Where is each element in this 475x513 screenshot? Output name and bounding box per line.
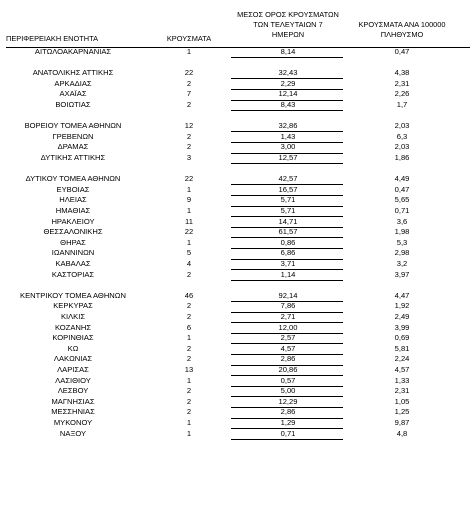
per100k-cell: 0,71 [394, 206, 410, 215]
avg7-cell: 92,14 [278, 290, 298, 300]
cases-cell: 11 [185, 216, 193, 226]
avg7-cell: 20,86 [278, 365, 298, 374]
region-cell: ΛΑΣΙΘΙΟΥ [55, 375, 91, 385]
cases-cell: 1 [186, 418, 192, 427]
per100k-cell: 4,57 [394, 365, 410, 374]
avg7-cell: 5,71 [280, 195, 296, 205]
per100k-cell: 0,47 [394, 47, 410, 56]
region-cell: ΔΥΤΙΚΗΣ ΑΤΤΙΚΗΣ [40, 153, 106, 162]
avg7-cell: 42,57 [278, 174, 298, 184]
per100k-cell: 2,98 [394, 248, 410, 258]
cases-cell: 1 [186, 184, 192, 194]
table-row [0, 418, 475, 429]
region-cell: ΙΩΑΝΝΙΝΩΝ [51, 248, 95, 258]
region-cell: ΓΡΕΒΕΝΩΝ [52, 131, 94, 141]
per100k-cell: 1,86 [394, 153, 410, 162]
avg7-cell: 1,43 [280, 131, 296, 141]
region-cell: ΚΑΒΑΛΑΣ [55, 259, 91, 268]
header-per-line1: ΚΡΟΥΣΜΑΤΑ ΑΝΑ 100000 [358, 20, 446, 29]
avg7-cell: 6,86 [280, 248, 296, 258]
header-avg-line1: ΜΕΣΟΣ ΟΡΟΣ ΚΡΟΥΣΜΑΤΩΝ [237, 10, 339, 19]
cases-cell: 2 [186, 354, 192, 364]
table-row [0, 68, 475, 79]
avg7-cell: 16,57 [278, 184, 298, 194]
region-cell: ΔΡΑΜΑΣ [57, 142, 89, 152]
avg7-cell: 0,86 [280, 237, 296, 247]
per100k-cell: 4,38 [394, 68, 410, 78]
cases-cell: 12 [184, 121, 194, 131]
avg7-cell: 14,71 [278, 216, 298, 226]
region-cell: ΗΛΕΙΑΣ [59, 195, 87, 205]
region-cell: ΔΥΤΙΚΟΥ ΤΟΜΕΑ ΑΘΗΝΩΝ [25, 174, 121, 184]
table-row [0, 206, 475, 217]
region-cell: ΘΕΣΣΑΛΟΝΙΚΗΣ [43, 227, 103, 237]
cases-cell: 22 [184, 227, 194, 237]
per100k-cell: 9,87 [394, 418, 410, 427]
per100k-cell: 0,69 [394, 333, 410, 343]
region-cell: ΝΑΞΟΥ [59, 428, 87, 438]
per100k-cell: 1,05 [394, 396, 410, 406]
avg7-cell: 3,00 [280, 142, 296, 152]
region-cell: ΛΑΚΩΝΙΑΣ [53, 354, 93, 364]
per100k-cell: 3,99 [394, 322, 410, 332]
cases-cell: 7 [186, 89, 192, 99]
header-avg-line2: ΤΩΝ ΤΕΛΕΥΤΑΙΩΝ 7 [253, 20, 323, 29]
per100k-cell: 3,6 [396, 216, 408, 226]
row-underline [231, 439, 343, 440]
avg7-cell: 12,57 [278, 153, 298, 162]
cases-cell: 22 [184, 174, 194, 184]
cases-cell: 2 [186, 131, 192, 141]
table-row [0, 270, 475, 281]
table-row [0, 259, 475, 270]
table-row [0, 407, 475, 418]
table-row [0, 100, 475, 111]
per100k-cell: 6,3 [396, 131, 408, 141]
region-cell: ΑΝΑΤΟΛΙΚΗΣ ΑΤΤΙΚΗΣ [32, 68, 114, 78]
cases-cell: 9 [186, 195, 192, 205]
region-cell: ΜΕΣΣΗΝΙΑΣ [51, 407, 95, 417]
region-cell: ΕΥΒΟΙΑΣ [56, 184, 90, 194]
cases-cell: 6 [186, 322, 192, 332]
cases-cell: 5 [186, 248, 192, 258]
region-cell: ΚΕΝΤΡΙΚΟΥ ΤΟΜΕΑ ΑΘΗΝΩΝ [20, 290, 126, 300]
table-row [0, 227, 475, 238]
per100k-cell: 5,65 [394, 195, 410, 205]
avg7-cell: 1,14 [280, 269, 296, 279]
cases-cell: 2 [186, 100, 192, 109]
cases-cell: 46 [184, 290, 194, 300]
cases-cell: 1 [186, 47, 192, 56]
table-row [0, 174, 475, 185]
cases-cell: 4 [186, 259, 192, 268]
avg7-cell: 2,57 [280, 333, 296, 343]
per100k-cell: 3,97 [394, 269, 410, 279]
table-spacer-row [0, 58, 475, 69]
region-cell: ΑΙΤΩΛΟΑΚΑΡΝΑΝΙΑΣ [34, 47, 112, 56]
region-cell: ΚΩ [67, 343, 79, 353]
table-row [0, 142, 475, 153]
header-avg-line3: ΗΜΕΡΩΝ [271, 30, 305, 39]
region-cell: ΗΜΑΘΙΑΣ [55, 206, 91, 215]
avg7-cell: 2,71 [280, 312, 296, 321]
avg7-cell: 12,00 [278, 322, 298, 332]
per100k-cell: 1,25 [394, 407, 410, 417]
per100k-cell: 4,47 [394, 290, 410, 300]
avg7-cell: 0,57 [280, 375, 296, 385]
avg7-cell: 2,29 [280, 78, 296, 88]
avg7-cell: 61,57 [278, 227, 298, 237]
table-row [0, 365, 475, 376]
table-row [0, 238, 475, 249]
table-row [0, 291, 475, 302]
cases-cell: 2 [186, 78, 192, 88]
per100k-cell: 2,49 [394, 312, 410, 321]
region-cell: ΘΗΡΑΣ [60, 237, 86, 247]
region-cell: ΛΕΣΒΟΥ [57, 386, 89, 396]
table-row [0, 217, 475, 228]
region-cell: ΜΥΚΟΝΟΥ [53, 418, 93, 427]
table-row [0, 185, 475, 196]
per100k-cell: 2,03 [394, 121, 410, 131]
per100k-cell: 1,33 [394, 375, 410, 385]
table-row [0, 248, 475, 259]
per100k-cell: 2,31 [394, 78, 410, 88]
avg7-cell: 1,29 [280, 418, 296, 427]
per100k-cell: 2,03 [394, 142, 410, 152]
table-row [0, 429, 475, 440]
per100k-cell: 0,47 [394, 184, 410, 194]
cases-cell: 13 [184, 365, 194, 374]
region-cell: ΑΡΚΑΔΙΑΣ [54, 78, 92, 88]
avg7-cell: 7,86 [280, 301, 296, 311]
table-row [0, 89, 475, 100]
region-cell: ΚΟΖΑΝΗΣ [54, 322, 92, 332]
per100k-cell: 1,98 [394, 227, 410, 237]
cases-cell: 3 [186, 153, 192, 162]
cases-cell: 2 [186, 343, 192, 353]
table-row [0, 344, 475, 355]
avg7-cell: 32,86 [278, 121, 298, 131]
region-cell: ΑΧΑΪΑΣ [59, 89, 87, 99]
avg7-cell: 12,29 [278, 396, 298, 406]
avg7-cell: 8,43 [280, 100, 296, 109]
table-row [0, 132, 475, 143]
cases-cell: 2 [186, 269, 192, 279]
table-row [0, 121, 475, 132]
table-row [0, 312, 475, 323]
avg7-cell: 12,14 [278, 89, 298, 99]
region-cell: ΛΑΡΙΣΑΣ [57, 365, 89, 374]
table-row [0, 397, 475, 408]
table-row [0, 323, 475, 334]
cases-cell: 1 [186, 428, 192, 438]
avg7-cell: 5,00 [280, 386, 296, 396]
cases-cell: 1 [186, 237, 192, 247]
cases-cell: 1 [186, 206, 192, 215]
cases-cell: 22 [184, 68, 194, 78]
region-cell: ΜΑΓΝΗΣΙΑΣ [51, 396, 95, 406]
table-row [0, 386, 475, 397]
per100k-cell: 5,81 [394, 343, 410, 353]
region-cell: ΒΟΙΩΤΙΑΣ [55, 100, 91, 109]
per100k-cell: 2,26 [394, 89, 410, 99]
cases-cell: 2 [186, 407, 192, 417]
table-spacer-row [0, 280, 475, 291]
cases-cell: 1 [186, 375, 192, 385]
table-row [0, 153, 475, 164]
per100k-cell: 4,49 [394, 174, 410, 184]
cases-cell: 2 [186, 312, 192, 321]
table-row [0, 301, 475, 312]
per100k-cell: 1,92 [394, 301, 410, 311]
table-spacer-row [0, 111, 475, 122]
table-row [0, 333, 475, 344]
avg7-cell: 3,71 [280, 259, 296, 268]
table-spacer-row [0, 164, 475, 175]
region-cell: ΚΑΣΤΟΡΙΑΣ [51, 269, 95, 279]
per100k-cell: 2,31 [394, 386, 410, 396]
region-cell: ΚΟΡΙΝΘΙΑΣ [52, 333, 94, 343]
region-cell: ΒΟΡΕΙΟΥ ΤΟΜΕΑ ΑΘΗΝΩΝ [24, 121, 122, 131]
avg7-cell: 2,86 [280, 354, 296, 364]
table-row [0, 354, 475, 365]
region-cell: ΚΕΡΚΥΡΑΣ [53, 301, 93, 311]
avg7-cell: 2,86 [280, 407, 296, 417]
per100k-cell: 5,3 [396, 237, 408, 247]
per100k-cell: 1,7 [396, 100, 408, 109]
cases-cell: 2 [186, 142, 192, 152]
avg7-cell: 4,57 [280, 343, 296, 353]
avg7-cell: 0,71 [280, 428, 296, 438]
cases-cell: 2 [186, 301, 192, 311]
table-row [0, 195, 475, 206]
header-cases: ΚΡΟΥΣΜΑΤΑ [166, 34, 212, 43]
cases-cell: 2 [186, 386, 192, 396]
header-per-line2: ΠΛΗΘΥΣΜΟ [380, 30, 424, 39]
per100k-cell: 3,2 [396, 259, 408, 268]
per100k-cell: 4,8 [396, 428, 408, 438]
cases-cell: 1 [186, 333, 192, 343]
region-cell: ΗΡΑΚΛΕΙΟΥ [51, 216, 95, 226]
header-region: ΠΕΡΙΦΕΡΕΙΑΚΗ ΕΝΟΤΗΤΑ [6, 34, 98, 43]
table-row [0, 79, 475, 90]
per100k-cell: 2,24 [394, 354, 410, 364]
region-cell: ΚΙΛΚΙΣ [60, 312, 86, 321]
table-row [0, 376, 475, 387]
table-row [0, 47, 475, 58]
avg7-cell: 32,43 [278, 68, 298, 78]
avg7-cell: 5,71 [280, 206, 296, 215]
cases-cell: 2 [186, 396, 192, 406]
avg7-cell: 8,14 [280, 47, 296, 56]
